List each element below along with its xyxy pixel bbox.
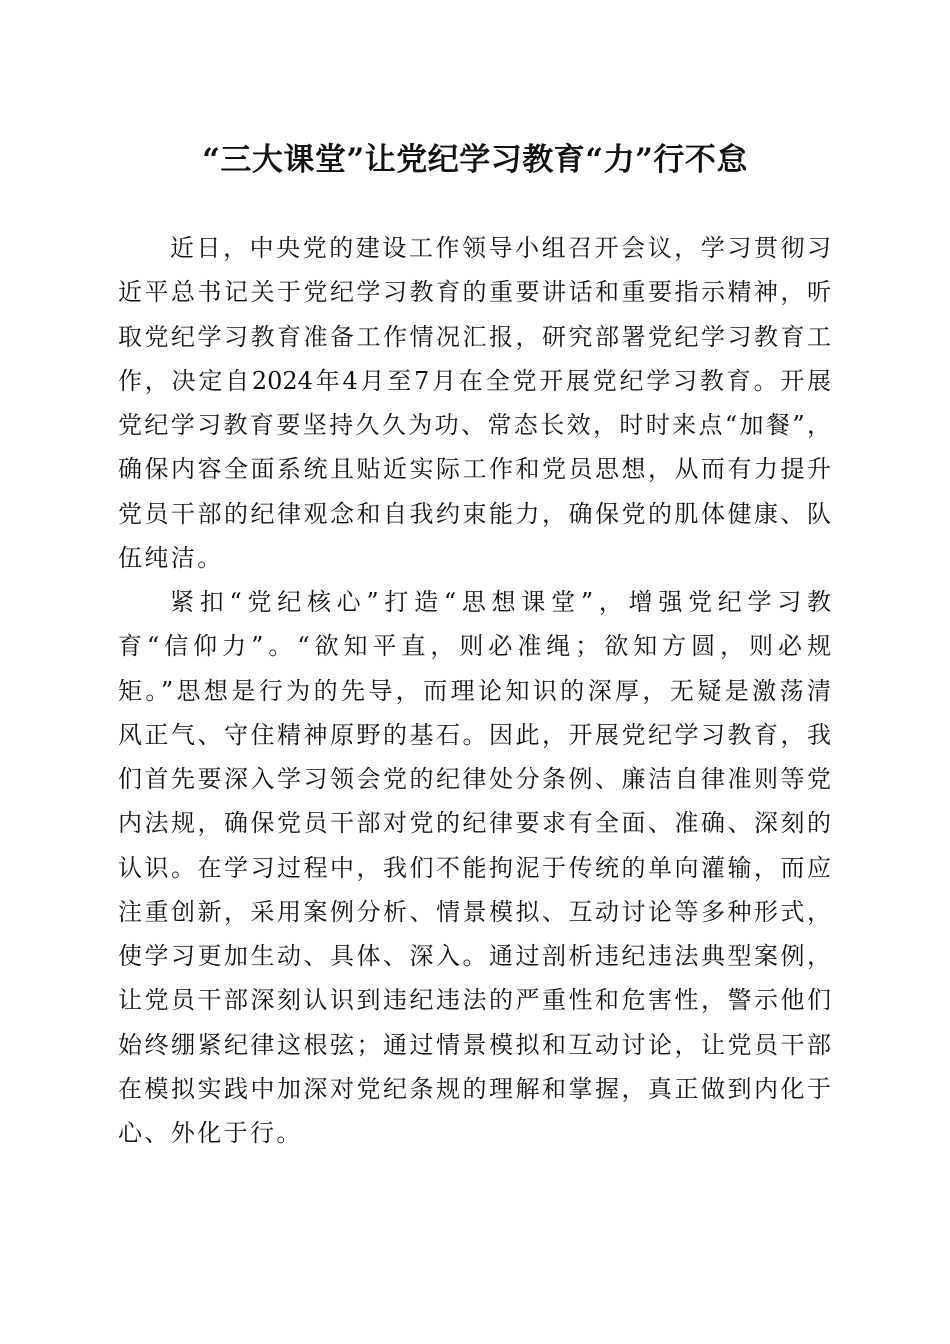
text-line: 党纪学习教育要坚持久久为功、常态长效，时时来点“加餐”， <box>118 411 831 439</box>
text-line: 育“信仰力”。“欲知平直，则必准绳；欲知方圆，则必规 <box>118 632 831 661</box>
text-line: 伍纯洁。 <box>118 543 224 572</box>
text-line: 矩。”思想是行为的先导，而理论知识的深厚，无疑是激荡清 <box>118 676 831 705</box>
paragraph-2 <box>118 580 831 1155</box>
text-line: 近平总书记关于党纪学习教育的重要讲话和重要指示精神，听 <box>118 278 831 307</box>
text-line: 风正气、守住精神原野的基石。因此，开展党纪学习教育，我 <box>118 720 831 749</box>
text-line: 党员干部的纪律观念和自我约束能力，确保党的肌体健康、队 <box>118 499 831 528</box>
text-line: 注重创新，采用案例分析、情景模拟、互动讨论等多种形式， <box>118 897 831 926</box>
document-title: “三大课堂”让党纪学习教育“力”行不怠 <box>202 142 748 178</box>
text-line: 让党员干部深刻认识到违纪违法的严重性和危害性，警示他们 <box>118 986 831 1015</box>
text-line: 在模拟实践中加深对党纪条规的理解和掌握，真正做到内化于 <box>118 1074 831 1103</box>
text-line: 们首先要深入学习领会党的纪律处分条例、廉洁自律准则等党 <box>118 765 831 793</box>
text-line: 使学习更加生动、具体、深入。通过剖析违纪违法典型案例， <box>118 942 831 970</box>
paragraph-1 <box>118 226 831 580</box>
text-line: 紧扣“党纪核心”打造“思想课堂”，增强党纪学习教 <box>170 588 831 616</box>
text-line: 近日，中央党的建设工作领导小组召开会议，学习贯彻习 <box>170 234 831 262</box>
text-line: 心、外化于行。 <box>118 1119 303 1147</box>
text-line: 取党纪学习教育准备工作情况汇报，研究部署党纪学习教育工 <box>118 322 831 351</box>
text-line: 确保内容全面系统且贴近实际工作和党员思想，从而有力提升 <box>118 455 831 484</box>
text-line: 始终绷紧纪律这根弦；通过情景模拟和互动讨论，让党员干部 <box>118 1030 831 1059</box>
text-line: 作，决定自2024年4月至7月在全党开展党纪学习教育。开展 <box>118 366 831 395</box>
text-line: 内法规，确保党员干部对党的纪律要求有全面、准确、深刻的 <box>118 809 831 838</box>
text-line: 认识。在学习过程中，我们不能拘泥于传统的单向灌输，而应 <box>118 853 831 882</box>
